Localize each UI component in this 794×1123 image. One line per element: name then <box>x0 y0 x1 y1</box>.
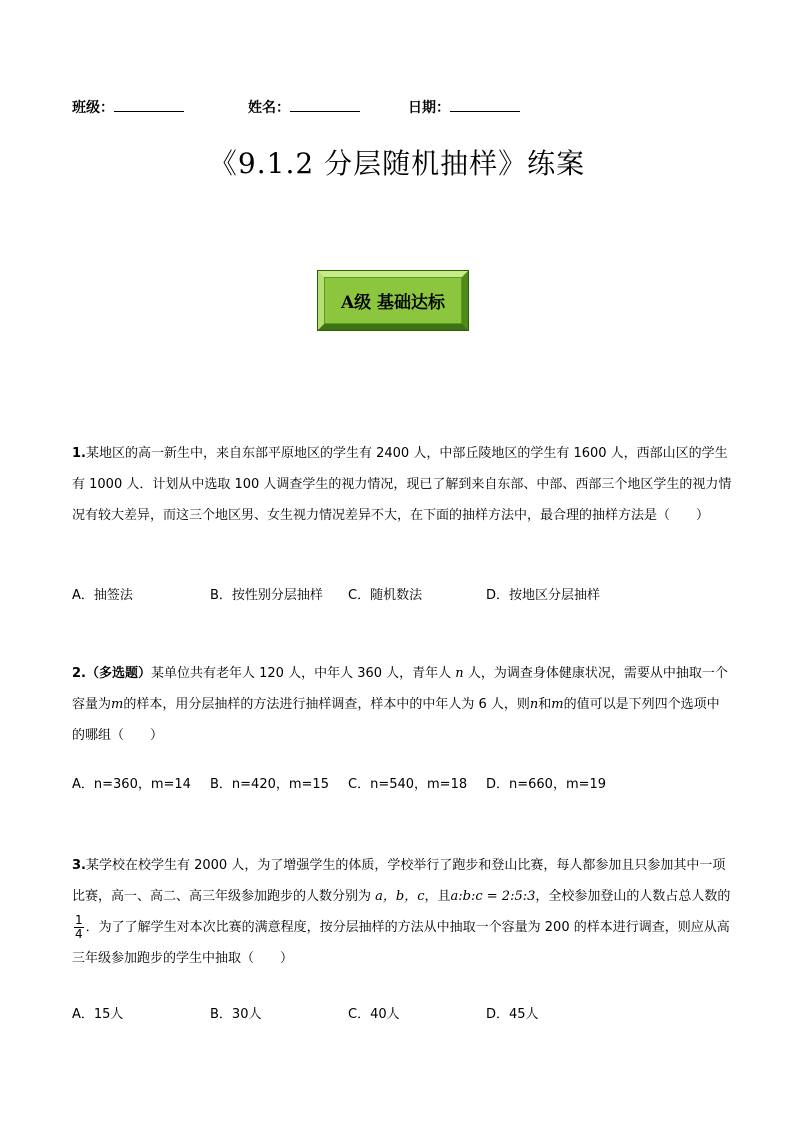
name-label: 姓名： <box>248 100 290 116</box>
variables-abc: a，b，c <box>375 889 425 904</box>
page-title: 《9.1.2 分层随机抽样》练案 <box>208 147 586 180</box>
question-text: 和 <box>538 697 552 712</box>
option-a: A．15人 <box>72 1007 124 1022</box>
question-text: ，全校参加登山的人数占总人数的 <box>535 889 731 904</box>
question-number: 1. <box>72 446 86 461</box>
question-text: 的值可以是下列四个选项中的哪组（ ） <box>72 697 720 743</box>
date-field <box>408 97 520 117</box>
question-text: 的样本，用分层抽样的方法进行抽样调查，样本中的中年人为 6 人，则 <box>123 697 530 712</box>
question-tag: （多选题） <box>85 666 151 681</box>
option-c: C．n=540，m=18 <box>348 777 468 792</box>
fraction-one-quarter: $\frac{1}{4}$ <box>75 913 83 941</box>
question-number: 2. <box>72 666 86 681</box>
option-b: B．30人 <box>210 1007 262 1022</box>
name-blank <box>290 97 360 112</box>
question-3 <box>72 850 732 974</box>
option-d: D．n=660，m=19 <box>486 777 607 792</box>
ratio-formula: a:b:c = 2:5:3 <box>450 889 536 904</box>
question-text: 某地区的高一新生中，来自东部平原地区的学生有 2400 人，中部丘陵地区的学生有 1600 人，西部山区的学生有 1000 人．计划从中选取 100 人调查学生的视力情况，现已了解到来自东部、中部、西部三个地区学生的视力情况有较大差异，而这三个地区男、女生视力情况差异不大，在下面的抽样方法中，最合理的抽样方法是（ ） <box>72 446 732 523</box>
class-label: 班级： <box>72 100 114 116</box>
question-1 <box>72 438 732 531</box>
question-text: 人，为调查身体健康状况，需要从中抽取一个容量为 <box>72 666 728 712</box>
option-d: D．45人 <box>486 1007 539 1022</box>
option-a: A．抽签法 <box>72 588 133 603</box>
question-text: ，且 <box>424 889 451 904</box>
date-label: 日期： <box>408 100 450 116</box>
level-badge <box>318 271 468 330</box>
option-d: D．按地区分层抽样 <box>486 588 601 603</box>
option-a: A．n=360，m=14 <box>72 777 191 792</box>
name-field <box>248 97 360 117</box>
question-2 <box>72 658 732 751</box>
option-c: C．随机数法 <box>348 588 423 603</box>
level-badge-label: A级 基础达标 <box>340 293 446 313</box>
class-blank <box>114 97 184 112</box>
variable-m: m <box>551 697 564 712</box>
variable-n: n <box>455 666 464 681</box>
class-field <box>72 97 184 117</box>
option-c: C．40人 <box>348 1007 400 1022</box>
question-text: 某学校在校学生有 2000 人，为了增强学生的体质，学校举行了跑步和登山比赛，每人都参加且只参加其中一项比赛，高一、高二、高三年级参加跑步的人数分别为 <box>72 858 726 904</box>
option-b: B．n=420，m=15 <box>210 777 329 792</box>
question-text: ．为了了解学生对本次比赛的满意程度，按分层抽样的方法从中抽取一个容量为 200 的样本进行调查，则应从高三年级参加跑步的学生中抽取（ ） <box>72 920 730 966</box>
date-blank <box>450 97 520 112</box>
question-number: 3. <box>72 858 86 873</box>
variable-n: n <box>529 697 539 712</box>
variable-m: m <box>111 697 124 712</box>
question-text: 某单位共有老年人 120 人，中年人 360 人，青年人 <box>151 666 452 681</box>
option-b: B．按性别分层抽样 <box>210 588 323 603</box>
